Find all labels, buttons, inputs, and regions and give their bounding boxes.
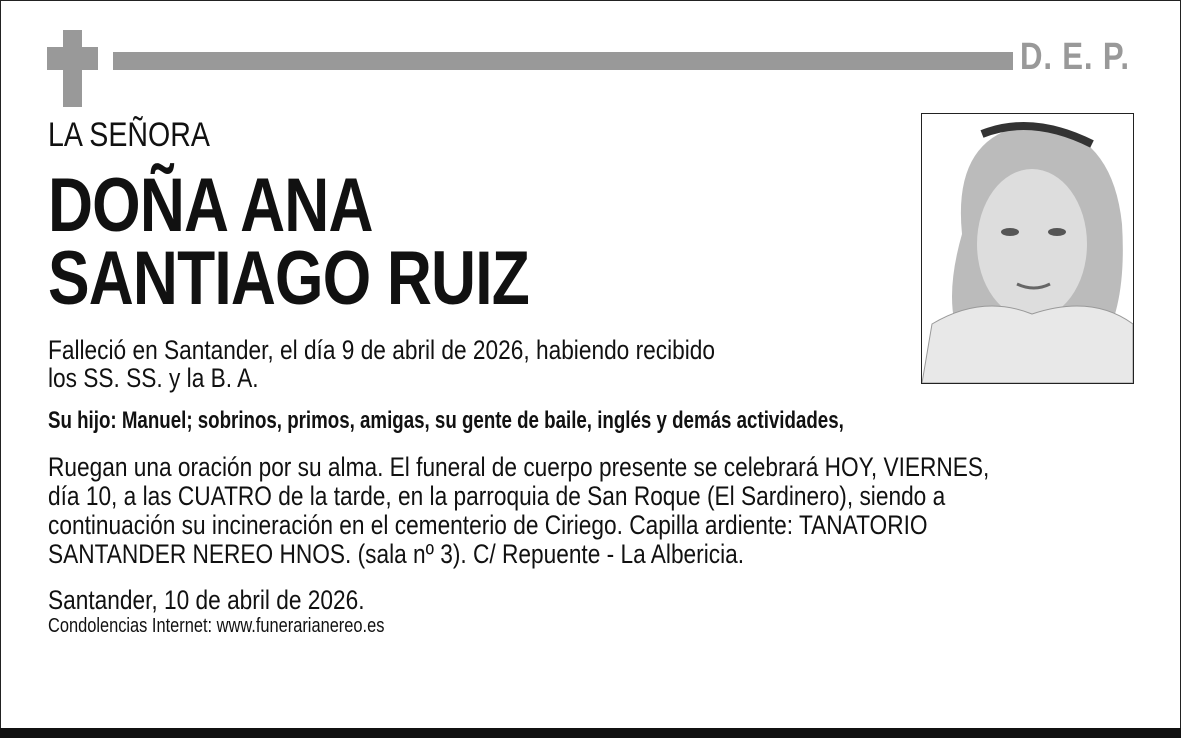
death-notice-line: los SS. SS. y la B. A. (48, 363, 259, 393)
bottom-bar (0, 728, 1181, 738)
family-line: Su hijo: Manuel; sobrinos, primos, amigas, su gente de baile, inglés y demás actividades, (48, 407, 844, 434)
dep-label: D. E. P. (1020, 36, 1130, 78)
deceased-photo (921, 113, 1134, 384)
funeral-line: continuación su incineración en el cementerio de Ciriego. Capilla ardiente: TANATORIO (48, 510, 928, 540)
cross-icon-bar (47, 47, 98, 70)
portrait-image (922, 114, 1133, 383)
funeral-line: día 10, a las CUATRO de la tarde, en la parroquia de San Roque (El Sardinero), siendo a (48, 481, 946, 511)
deceased-name-line-2: SANTIAGO RUIZ (48, 236, 529, 321)
funeral-line: SANTANDER NEREO HNOS. (sala nº 3). C/ Repuente - La Albericia. (48, 539, 745, 569)
header-rule (113, 52, 1013, 70)
deceased-name-line-1: DOÑA ANA (48, 163, 373, 248)
death-notice-line: Falleció en Santander, el día 9 de abril de 2026, habiendo recibido (48, 335, 716, 365)
condolences-link: Condolencias Internet: www.funerarianereo.es (48, 615, 385, 637)
place-date: Santander, 10 de abril de 2026. (48, 585, 365, 615)
title: LA SEÑORA (48, 116, 210, 154)
funeral-line: Ruegan una oración por su alma. El funeral de cuerpo presente se celebrará HOY, VIERNES, (48, 452, 990, 482)
